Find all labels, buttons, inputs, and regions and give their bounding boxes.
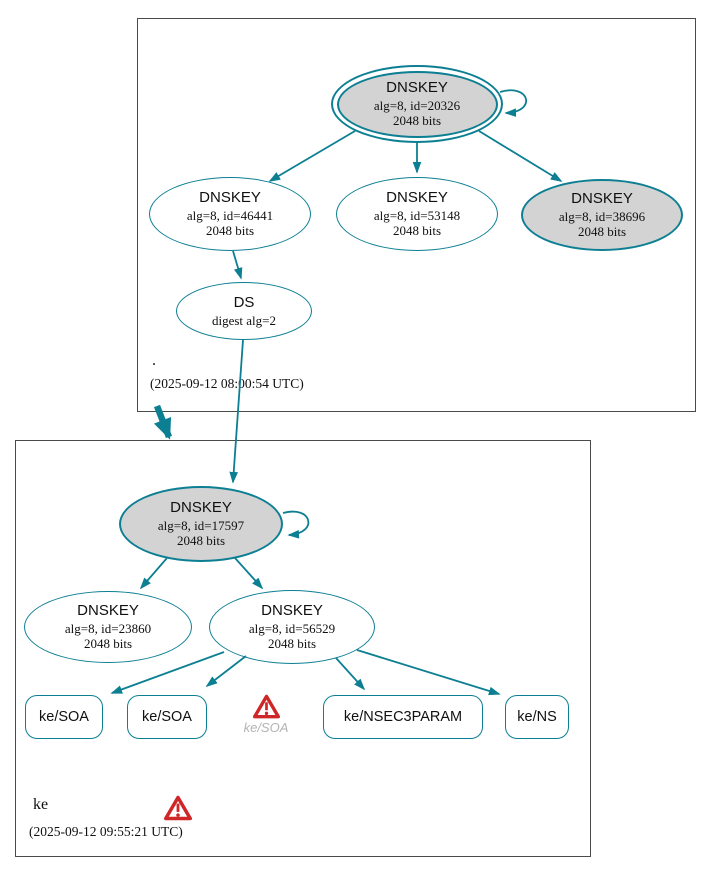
dnskey-title: DNSKEY (77, 602, 139, 620)
rrset-label: ke/SOA (39, 709, 89, 725)
dnskey-node-17597 (119, 486, 283, 562)
dnskey-node-20326 (331, 65, 503, 143)
dnskey-detail: alg=8, id=56529 (248, 620, 336, 636)
warning-icon (164, 795, 192, 821)
ke-zone-warning (164, 795, 192, 821)
rrset-ke-nsec3param (323, 695, 483, 739)
rrset-label: ke/SOA (142, 709, 192, 725)
dnskey-title: DNSKEY (170, 499, 232, 517)
dnskey-detail: 2048 bits (267, 636, 317, 652)
dnskey-title: DNSKEY (261, 602, 323, 620)
ds-node (176, 282, 312, 340)
dnskey-node-56529 (209, 590, 375, 664)
dnskey-detail: 2048 bits (392, 223, 442, 239)
dnskey-detail: alg=8, id=38696 (558, 208, 646, 224)
root-zone-label: . (152, 352, 156, 369)
dnskey-node-23860 (24, 591, 192, 663)
dnskey-title: DNSKEY (386, 79, 448, 97)
ds-title: DS (233, 293, 255, 311)
dnskey-detail: alg=8, id=53148 (373, 207, 461, 223)
dnskey-detail: alg=8, id=23860 (64, 620, 152, 636)
dnskey-title: DNSKEY (199, 189, 261, 207)
ds-detail: digest alg=2 (211, 312, 277, 328)
dnskey-detail: alg=8, id=46441 (186, 207, 274, 223)
dnskey-detail: 2048 bits (205, 223, 255, 239)
rrset-ke-ns (505, 695, 569, 739)
dnskey-node-38696 (521, 179, 683, 251)
dnskey-detail: 2048 bits (83, 636, 133, 652)
dnskey-detail: 2048 bits (577, 224, 627, 240)
rrset-ke-soa-1 (25, 695, 103, 739)
rrset-label-faded: ke/SOA (243, 720, 289, 735)
root-zone-timestamp: (2025-09-12 08:00:54 UTC) (150, 376, 304, 391)
dnskey-detail: alg=8, id=17597 (157, 517, 245, 533)
warning-icon (253, 694, 280, 719)
dnskey-node-46441 (149, 177, 311, 251)
ke-zone-timestamp: (2025-09-12 09:55:21 UTC) (29, 824, 183, 839)
rrset-label: ke/NS (517, 709, 557, 725)
rrset-label: ke/NSEC3PARAM (343, 709, 463, 725)
dnskey-detail: 2048 bits (392, 113, 442, 129)
ke-zone-label: ke (33, 796, 49, 813)
dnskey-title: DNSKEY (386, 189, 448, 207)
dnskey-detail: alg=8, id=20326 (373, 97, 461, 113)
dnskey-node-53148 (336, 177, 498, 251)
rrset-ke-soa-warning (240, 694, 292, 735)
dnskey-title: DNSKEY (571, 190, 633, 208)
rrset-ke-soa-2 (127, 695, 207, 739)
dnskey-detail: 2048 bits (176, 533, 226, 549)
